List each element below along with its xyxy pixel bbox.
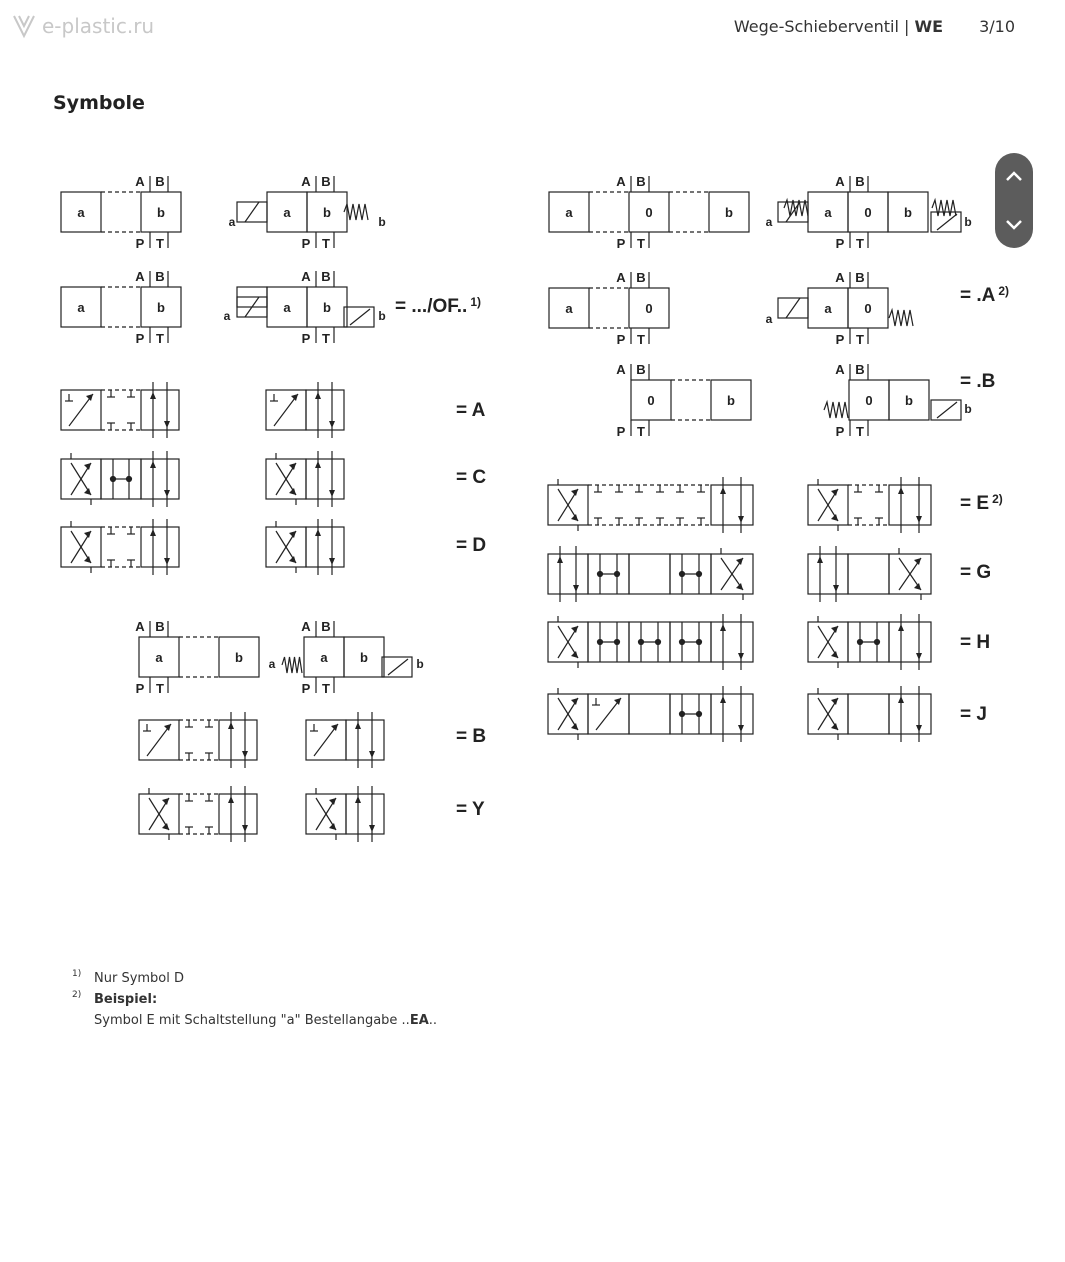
symbol-line (388, 659, 408, 675)
symbol-box (548, 554, 588, 594)
arrow-head (164, 558, 170, 565)
symbol-label: b (378, 309, 386, 323)
arrow-head (228, 722, 234, 729)
symbol-box (711, 694, 753, 734)
port-label-B: B (855, 362, 865, 377)
arrow-head (315, 461, 321, 468)
chevron-down-icon[interactable] (1003, 213, 1025, 235)
port-label-B: B (321, 619, 331, 634)
port-label-B: B (155, 619, 165, 634)
port-label-P: P (301, 236, 311, 251)
position-label: 0 (645, 301, 653, 316)
port-label-B: B (855, 174, 865, 189)
symbol-label: a (268, 657, 276, 671)
port-label-T: T (637, 332, 645, 347)
arrow-head (833, 585, 839, 592)
position-label: 0 (864, 205, 872, 220)
arrow-head (720, 487, 726, 494)
port-label-B: B (636, 362, 646, 377)
watermark-text: e-plastic.ru (42, 14, 155, 38)
label-eq-E: = E $^{2)}$ (960, 492, 1003, 514)
symbol-label: a (223, 309, 231, 323)
arrow-head (315, 392, 321, 399)
position-label: b (323, 300, 331, 315)
position-label: b (360, 650, 368, 665)
position-label: b (727, 393, 735, 408)
footnote-1: 1) Nur Symbol D (72, 969, 185, 986)
port-label-A: A (301, 619, 311, 634)
port-label-B: B (855, 270, 865, 285)
position-label: a (824, 205, 832, 220)
arrow-head (329, 490, 335, 497)
label-eq-B: = B (456, 726, 487, 747)
symbol-box (346, 794, 384, 834)
position-label: 0 (865, 393, 873, 408)
port-label-A: A (135, 269, 145, 284)
port-label-P: P (616, 236, 626, 251)
label-eq-C: = C (456, 467, 487, 488)
arrow-head (150, 529, 156, 536)
symbol-box (629, 554, 670, 594)
arrow-head (355, 722, 361, 729)
arrow-head (614, 698, 621, 705)
spring (932, 200, 956, 216)
arrow-head (329, 558, 335, 565)
position-label: 0 (645, 205, 653, 220)
arrow-head (150, 392, 156, 399)
position-label: a (283, 205, 291, 220)
footnote-2-text: Symbol E mit Schaltstellung "a" Bestellangabe ..EA.. (94, 1013, 438, 1028)
label-eq-H: = H (960, 632, 991, 653)
symbol-box (711, 622, 753, 662)
arrow-head (916, 725, 922, 732)
arrow-head (369, 751, 375, 758)
arrow-head (557, 556, 563, 563)
arrow-head (898, 487, 904, 494)
position-label: a (77, 300, 85, 315)
arrow-head (573, 585, 579, 592)
document-title: Wege-Schieberventil | WE (733, 17, 944, 36)
section-title: Symbole (53, 92, 145, 114)
symbol-box (141, 390, 179, 430)
port-label-P: P (301, 681, 311, 696)
position-label: b (235, 650, 243, 665)
port-label-B: B (155, 174, 165, 189)
symbol-box (141, 459, 179, 499)
page-navigation (995, 153, 1033, 248)
arrow-head (738, 653, 744, 660)
arrow-head (315, 529, 321, 536)
symbol-label: b (964, 215, 972, 229)
port-label-T: T (856, 424, 864, 439)
label-eq-J: = J (960, 704, 987, 725)
arrow-head (898, 696, 904, 703)
arrow-head (242, 825, 248, 832)
port-label-P: P (616, 332, 626, 347)
port-label-A: A (616, 270, 626, 285)
port-label-T: T (322, 236, 330, 251)
symbol-line (937, 214, 957, 230)
port-label-A: A (301, 174, 311, 189)
symbol-box (306, 527, 344, 567)
symbol-box (306, 390, 344, 430)
symbol-box (711, 485, 753, 525)
port-label-A: A (301, 269, 311, 284)
arrow-head (720, 624, 726, 631)
symbol-box (346, 720, 384, 760)
position-label: 0 (864, 301, 872, 316)
symbol-box (219, 794, 257, 834)
symbol-label: b (378, 215, 386, 229)
port-label-B: B (321, 269, 331, 284)
label-eq-dotB: = .B (960, 371, 996, 392)
port-label-P: P (835, 424, 845, 439)
chevron-up-icon[interactable] (1003, 166, 1025, 188)
symbol-label: a (765, 215, 773, 229)
spring (824, 402, 848, 418)
port-label-T: T (856, 332, 864, 347)
port-label-P: P (835, 332, 845, 347)
arrow-head (916, 653, 922, 660)
symbol-line (350, 309, 370, 325)
symbol-label: b (416, 657, 424, 671)
arrow-head (898, 624, 904, 631)
port-label-B: B (155, 269, 165, 284)
arrow-head (738, 725, 744, 732)
symbol-box (219, 720, 257, 760)
port-label-T: T (637, 236, 645, 251)
symbol-line (786, 298, 800, 318)
port-label-P: P (135, 681, 145, 696)
symbol-label: b (964, 402, 972, 416)
arrow-head (164, 490, 170, 497)
label-eq-Y: = Y (456, 799, 485, 820)
port-label-A: A (835, 362, 845, 377)
port-label-A: A (835, 174, 845, 189)
port-label-A: A (616, 174, 626, 189)
arrow-head (817, 556, 823, 563)
position-label: b (157, 300, 165, 315)
arrow-head (291, 394, 298, 401)
symbol-box (141, 527, 179, 567)
symbol-box (889, 485, 931, 525)
symbol-box (889, 694, 931, 734)
arrow-head (331, 724, 338, 731)
port-label-T: T (156, 236, 164, 251)
label-eq-dotA: = .A $^{2)}$ (960, 284, 1010, 306)
spring (282, 657, 302, 673)
position-label: a (824, 301, 832, 316)
port-label-A: A (135, 619, 145, 634)
arrow-head (86, 394, 93, 401)
position-label: a (565, 301, 573, 316)
port-label-T: T (637, 424, 645, 439)
symbol-box (848, 694, 889, 734)
port-label-T: T (156, 331, 164, 346)
arrow-head (164, 421, 170, 428)
port-label-A: A (135, 174, 145, 189)
arrow-head (228, 796, 234, 803)
symbol-line (245, 202, 259, 222)
arrow-head (150, 461, 156, 468)
arrow-head (355, 796, 361, 803)
port-label-A: A (616, 362, 626, 377)
port-label-P: P (135, 331, 145, 346)
position-label: a (283, 300, 291, 315)
footnote-2: 2) Beispiel: (72, 990, 158, 1007)
spring (889, 310, 913, 326)
arrow-head (242, 751, 248, 758)
arrow-head (916, 516, 922, 523)
port-label-P: P (835, 236, 845, 251)
symbol-label: a (765, 312, 773, 326)
position-label: a (565, 205, 573, 220)
symbol-box (629, 694, 670, 734)
position-label: b (725, 205, 733, 220)
label-eq-D: = D (456, 535, 487, 556)
position-label: b (905, 393, 913, 408)
symbol-label: a (228, 215, 236, 229)
label-eq-G: = G (960, 562, 992, 583)
symbol-line (937, 402, 957, 418)
page-number: 3/10 (979, 17, 1015, 36)
port-label-A: A (835, 270, 845, 285)
port-label-T: T (322, 681, 330, 696)
symbol-box (808, 554, 848, 594)
arrow-head (164, 724, 171, 731)
footnotes (72, 968, 437, 1031)
label-eq-A: = A (456, 400, 486, 421)
port-label-T: T (156, 681, 164, 696)
port-label-P: P (301, 331, 311, 346)
position-label: a (320, 650, 328, 665)
port-label-B: B (636, 174, 646, 189)
arrow-head (720, 696, 726, 703)
spring (344, 204, 368, 220)
port-label-T: T (856, 236, 864, 251)
symbol-box (848, 554, 889, 594)
port-label-P: P (616, 424, 626, 439)
position-label: 0 (647, 393, 655, 408)
position-label: b (904, 205, 912, 220)
position-label: a (155, 650, 163, 665)
port-label-T: T (322, 331, 330, 346)
port-label-B: B (321, 174, 331, 189)
position-label: a (77, 205, 85, 220)
position-label: b (323, 205, 331, 220)
position-label: b (157, 205, 165, 220)
arrow-head (329, 421, 335, 428)
arrow-head (369, 825, 375, 832)
port-label-P: P (135, 236, 145, 251)
arrow-head (738, 516, 744, 523)
port-label-B: B (636, 270, 646, 285)
symbol-box (306, 459, 344, 499)
symbol-box (889, 622, 931, 662)
label-of: = .../OF.. $^{1)}$ (395, 295, 481, 317)
